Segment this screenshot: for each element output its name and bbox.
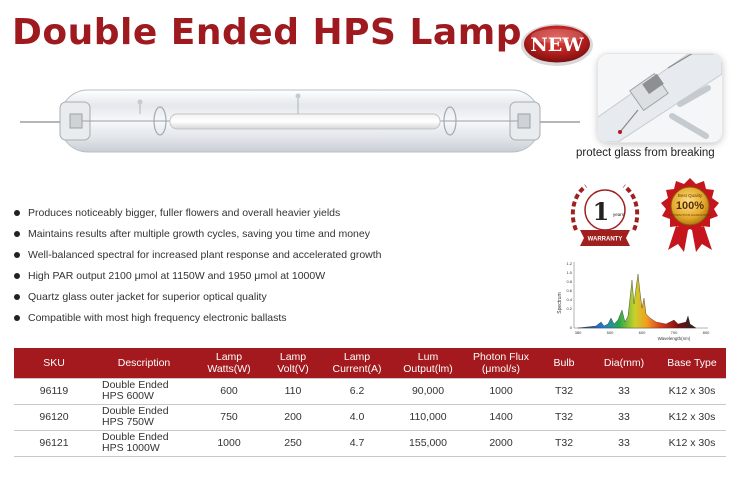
cell-lumens: 90,000 [392, 378, 464, 404]
feature-list [14, 206, 382, 332]
col-header-diameter: Dia(mm) [590, 348, 658, 378]
col-header-sku: SKU [14, 348, 94, 378]
spectrum-xtick: 600 [638, 330, 646, 335]
inset-caption: protect glass from breaking [576, 147, 715, 159]
cell-current: 4.7 [322, 430, 392, 456]
cell-diameter: 33 [590, 430, 658, 456]
table-row [14, 378, 726, 404]
spectrum-xlabel: Wavelength(nm) [657, 336, 691, 341]
col-header-watts: Lamp Watts(W) [194, 348, 264, 378]
lamp-illustration [20, 84, 580, 164]
cell-volt: 110 [264, 378, 322, 404]
feature-item [14, 311, 382, 332]
col-header-base-type: Base Type [658, 348, 726, 378]
feature-item [14, 248, 382, 269]
feature-text: Produces noticeably bigger, fuller flowers and overall heavier yields [28, 207, 341, 219]
cell-bulb: T32 [538, 430, 590, 456]
cell-lumens: 155,000 [392, 430, 464, 456]
new-badge-text: NEW [530, 34, 584, 56]
feature-item [14, 206, 382, 227]
spectrum-ytick: 1.0 [566, 270, 572, 275]
spectrum-ylabel: Spectrum [557, 292, 563, 314]
cell-diameter: 33 [590, 378, 658, 404]
bullet-dot-icon [14, 231, 20, 237]
cell-photon-flux: 1000 [464, 378, 538, 404]
new-badge-icon [519, 20, 595, 68]
bullet-dot-icon [14, 273, 20, 279]
cell-photon-flux: 2000 [464, 430, 538, 456]
lamp-end-closeup [598, 54, 722, 142]
bullet-dot-icon [14, 294, 20, 300]
quality-top: Best Quality [677, 193, 703, 198]
cell-sku: 96121 [14, 430, 94, 456]
feature-text: Compatible with most high frequency electronic ballasts [28, 312, 287, 324]
quality-main: 100% [675, 200, 705, 212]
spectrum-ytick: 0.4 [566, 297, 572, 302]
spectrum-xtick: 500 [606, 330, 614, 335]
feature-item [14, 227, 382, 248]
spectrum-ytick: 0 [569, 325, 572, 330]
warranty-number: 1 [592, 197, 610, 226]
col-header-lumens: Lum Output(lm) [392, 348, 464, 378]
feature-text: High PAR output 2100 μmol at 1150W and 1950 μmol at 1000W [28, 270, 326, 282]
bullet-dot-icon [14, 210, 20, 216]
col-header-bulb: Bulb [538, 348, 590, 378]
cell-watts: 600 [194, 378, 264, 404]
table-row [14, 404, 726, 430]
spectrum-ytick: 0.8 [566, 279, 572, 284]
feature-text: Quartz glass outer jacket for superior optical quality [28, 291, 267, 303]
spec-table [14, 348, 726, 457]
warranty-label: WARRANTY [587, 236, 623, 243]
spectrum-xtick: 380 [574, 330, 582, 335]
col-header-photon-flux: Photon Flux (μmol/s) [464, 348, 538, 378]
quality-bottom: SATISFACTION GUARANTEED [668, 213, 712, 217]
feature-text: Well-balanced spectral for increased plant response and accelerated growth [28, 249, 382, 261]
table-row [14, 430, 726, 456]
spectrum-ytick: 0.2 [566, 306, 572, 311]
spectrum-xtick: 800 [702, 330, 710, 335]
warranty-ribbon-icon [568, 178, 642, 252]
page-title: Double Ended HPS Lamp [12, 12, 522, 53]
cell-diameter: 33 [590, 404, 658, 430]
warranty-unit: years [613, 212, 625, 217]
spectrum-xtick: 700 [670, 330, 678, 335]
spectrum-ytick: 0.6 [566, 288, 572, 293]
spectrum-graph [556, 258, 726, 346]
cell-bulb: T32 [538, 404, 590, 430]
feature-item [14, 290, 382, 311]
cell-watts: 750 [194, 404, 264, 430]
spectrum-ytick: 1.2 [566, 261, 572, 266]
cell-description: Double Ended HPS 600W [94, 378, 194, 404]
cell-photon-flux: 1400 [464, 404, 538, 430]
cell-base-type: K12 x 30s [658, 378, 726, 404]
cell-volt: 200 [264, 404, 322, 430]
cell-current: 6.2 [322, 378, 392, 404]
cell-base-type: K12 x 30s [658, 430, 726, 456]
bullet-dot-icon [14, 252, 20, 258]
quality-seal-icon [654, 176, 726, 252]
cell-description: Double Ended HPS 1000W [94, 430, 194, 456]
bullet-dot-icon [14, 315, 20, 321]
cell-description: Double Ended HPS 750W [94, 404, 194, 430]
col-header-volt: Lamp Volt(V) [264, 348, 322, 378]
col-header-current: Lamp Current(A) [322, 348, 392, 378]
col-header-description: Description [94, 348, 194, 378]
table-header-row [14, 348, 726, 378]
cell-current: 4.0 [322, 404, 392, 430]
feature-text: Maintains results after multiple growth cycles, saving you time and money [28, 228, 370, 240]
cell-base-type: K12 x 30s [658, 404, 726, 430]
cell-sku: 96120 [14, 404, 94, 430]
cell-sku: 96119 [14, 378, 94, 404]
cell-watts: 1000 [194, 430, 264, 456]
cell-volt: 250 [264, 430, 322, 456]
cell-lumens: 110,000 [392, 404, 464, 430]
cell-bulb: T32 [538, 378, 590, 404]
feature-item [14, 269, 382, 290]
